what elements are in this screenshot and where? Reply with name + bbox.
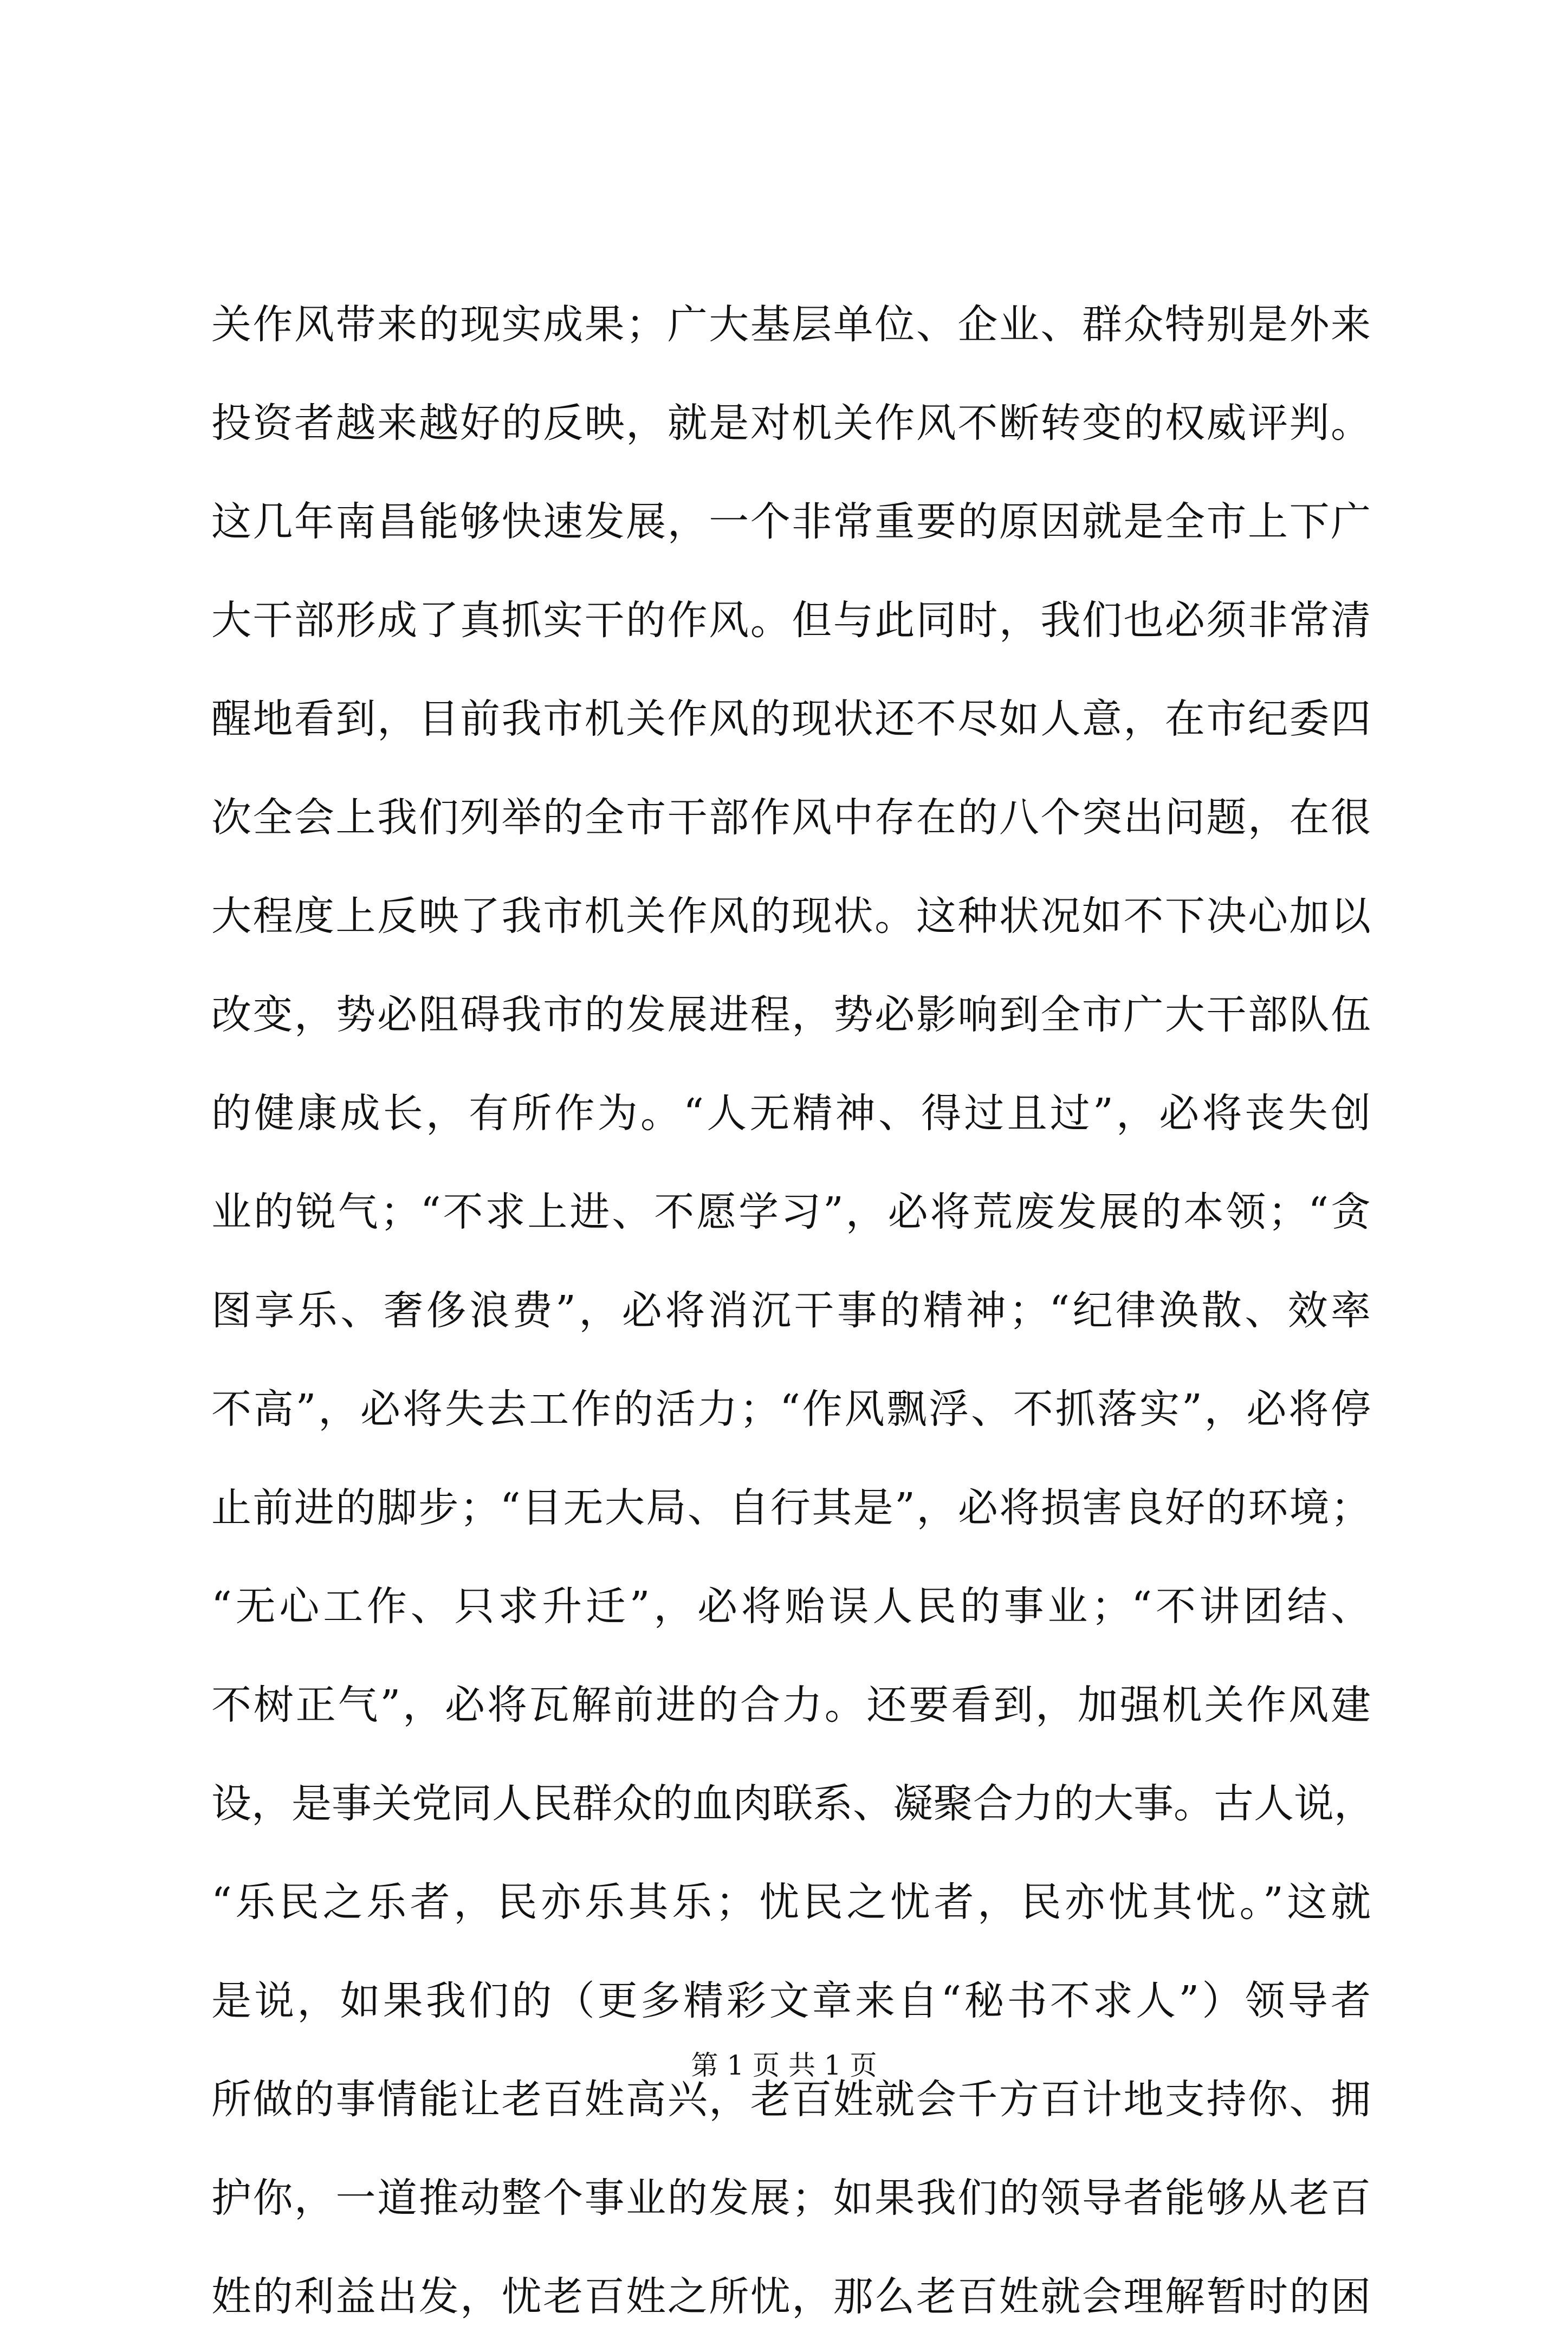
text-line: 姓的利益出发，忧老百姓之所忧，那么老百姓就会理解暂时的困: [211, 2273, 1371, 2320]
text-line: 不高”，必将失去工作的活力；“作风飘浮、不抓落实”，必将停: [211, 1386, 1371, 1433]
text-line: 所做的事情能让老百姓高兴，老百姓就会千方百计地支持你、拥: [211, 2076, 1371, 2123]
text-line: 止前进的脚步；“目无大局、自行其是”，必将损害良好的环境；: [211, 1485, 1371, 1531]
text-line: 投资者越来越好的反映，就是对机关作风不断转变的权威评判。: [211, 400, 1371, 446]
text-line: 是说，如果我们的（更多精彩文章来自“秘书不求人”）领导者: [211, 1978, 1371, 2024]
text-line: 业的锐气；“不求上进、不愿学习”，必将荒废发展的本领；“贪: [211, 1189, 1371, 1235]
text-line: 的健康成长，有所作为。“人无精神、得过且过”，必将丧失创: [211, 1090, 1371, 1137]
text-line: 图享乐、奢侈浪费”，必将消沉干事的精神；“纪律涣散、效率: [211, 1287, 1371, 1334]
text-line: “无心工作、只求升迁”，必将贻误人民的事业；“不讲团结、: [211, 1583, 1371, 1630]
text-line: 护你，一道推动整个事业的发展；如果我们的领导者能够从老百: [211, 2175, 1371, 2221]
text-line: 设，是事关党同人民群众的血肉联系、凝聚合力的大事。古人说，: [211, 1780, 1374, 1827]
text-line: 次全会上我们列举的全市干部作风中存在的八个突出问题，在很: [211, 794, 1371, 841]
text-line: 大干部形成了真抓实干的作风。但与此同时，我们也必须非常清: [211, 597, 1371, 644]
text-line: “乐民之乐者，民亦乐其乐；忧民之忧者，民亦忧其忧。”这就: [211, 1879, 1371, 1926]
text-line: 不树正气”，必将瓦解前进的合力。还要看到，加强机关作风建: [211, 1682, 1371, 1728]
text-line: 改变，势必阻碍我市的发展进程，势必影响到全市广大干部队伍: [211, 991, 1371, 1038]
text-line: 关作风带来的现实成果；广大基层单位、企业、群众特别是外来: [211, 301, 1371, 348]
page-footer: [0, 2044, 1568, 2087]
body-text: [211, 275, 1374, 2346]
text-line: 这几年南昌能够快速发展，一个非常重要的原因就是全市上下广: [211, 498, 1371, 545]
page-number-label: 第 1 页 共 1 页: [691, 2050, 877, 2081]
text-line: 醒地看到，目前我市机关作风的现状还不尽如人意，在市纪委四: [211, 696, 1371, 742]
text-line: 大程度上反映了我市机关作风的现状。这种状况如不下决心加以: [211, 893, 1371, 939]
